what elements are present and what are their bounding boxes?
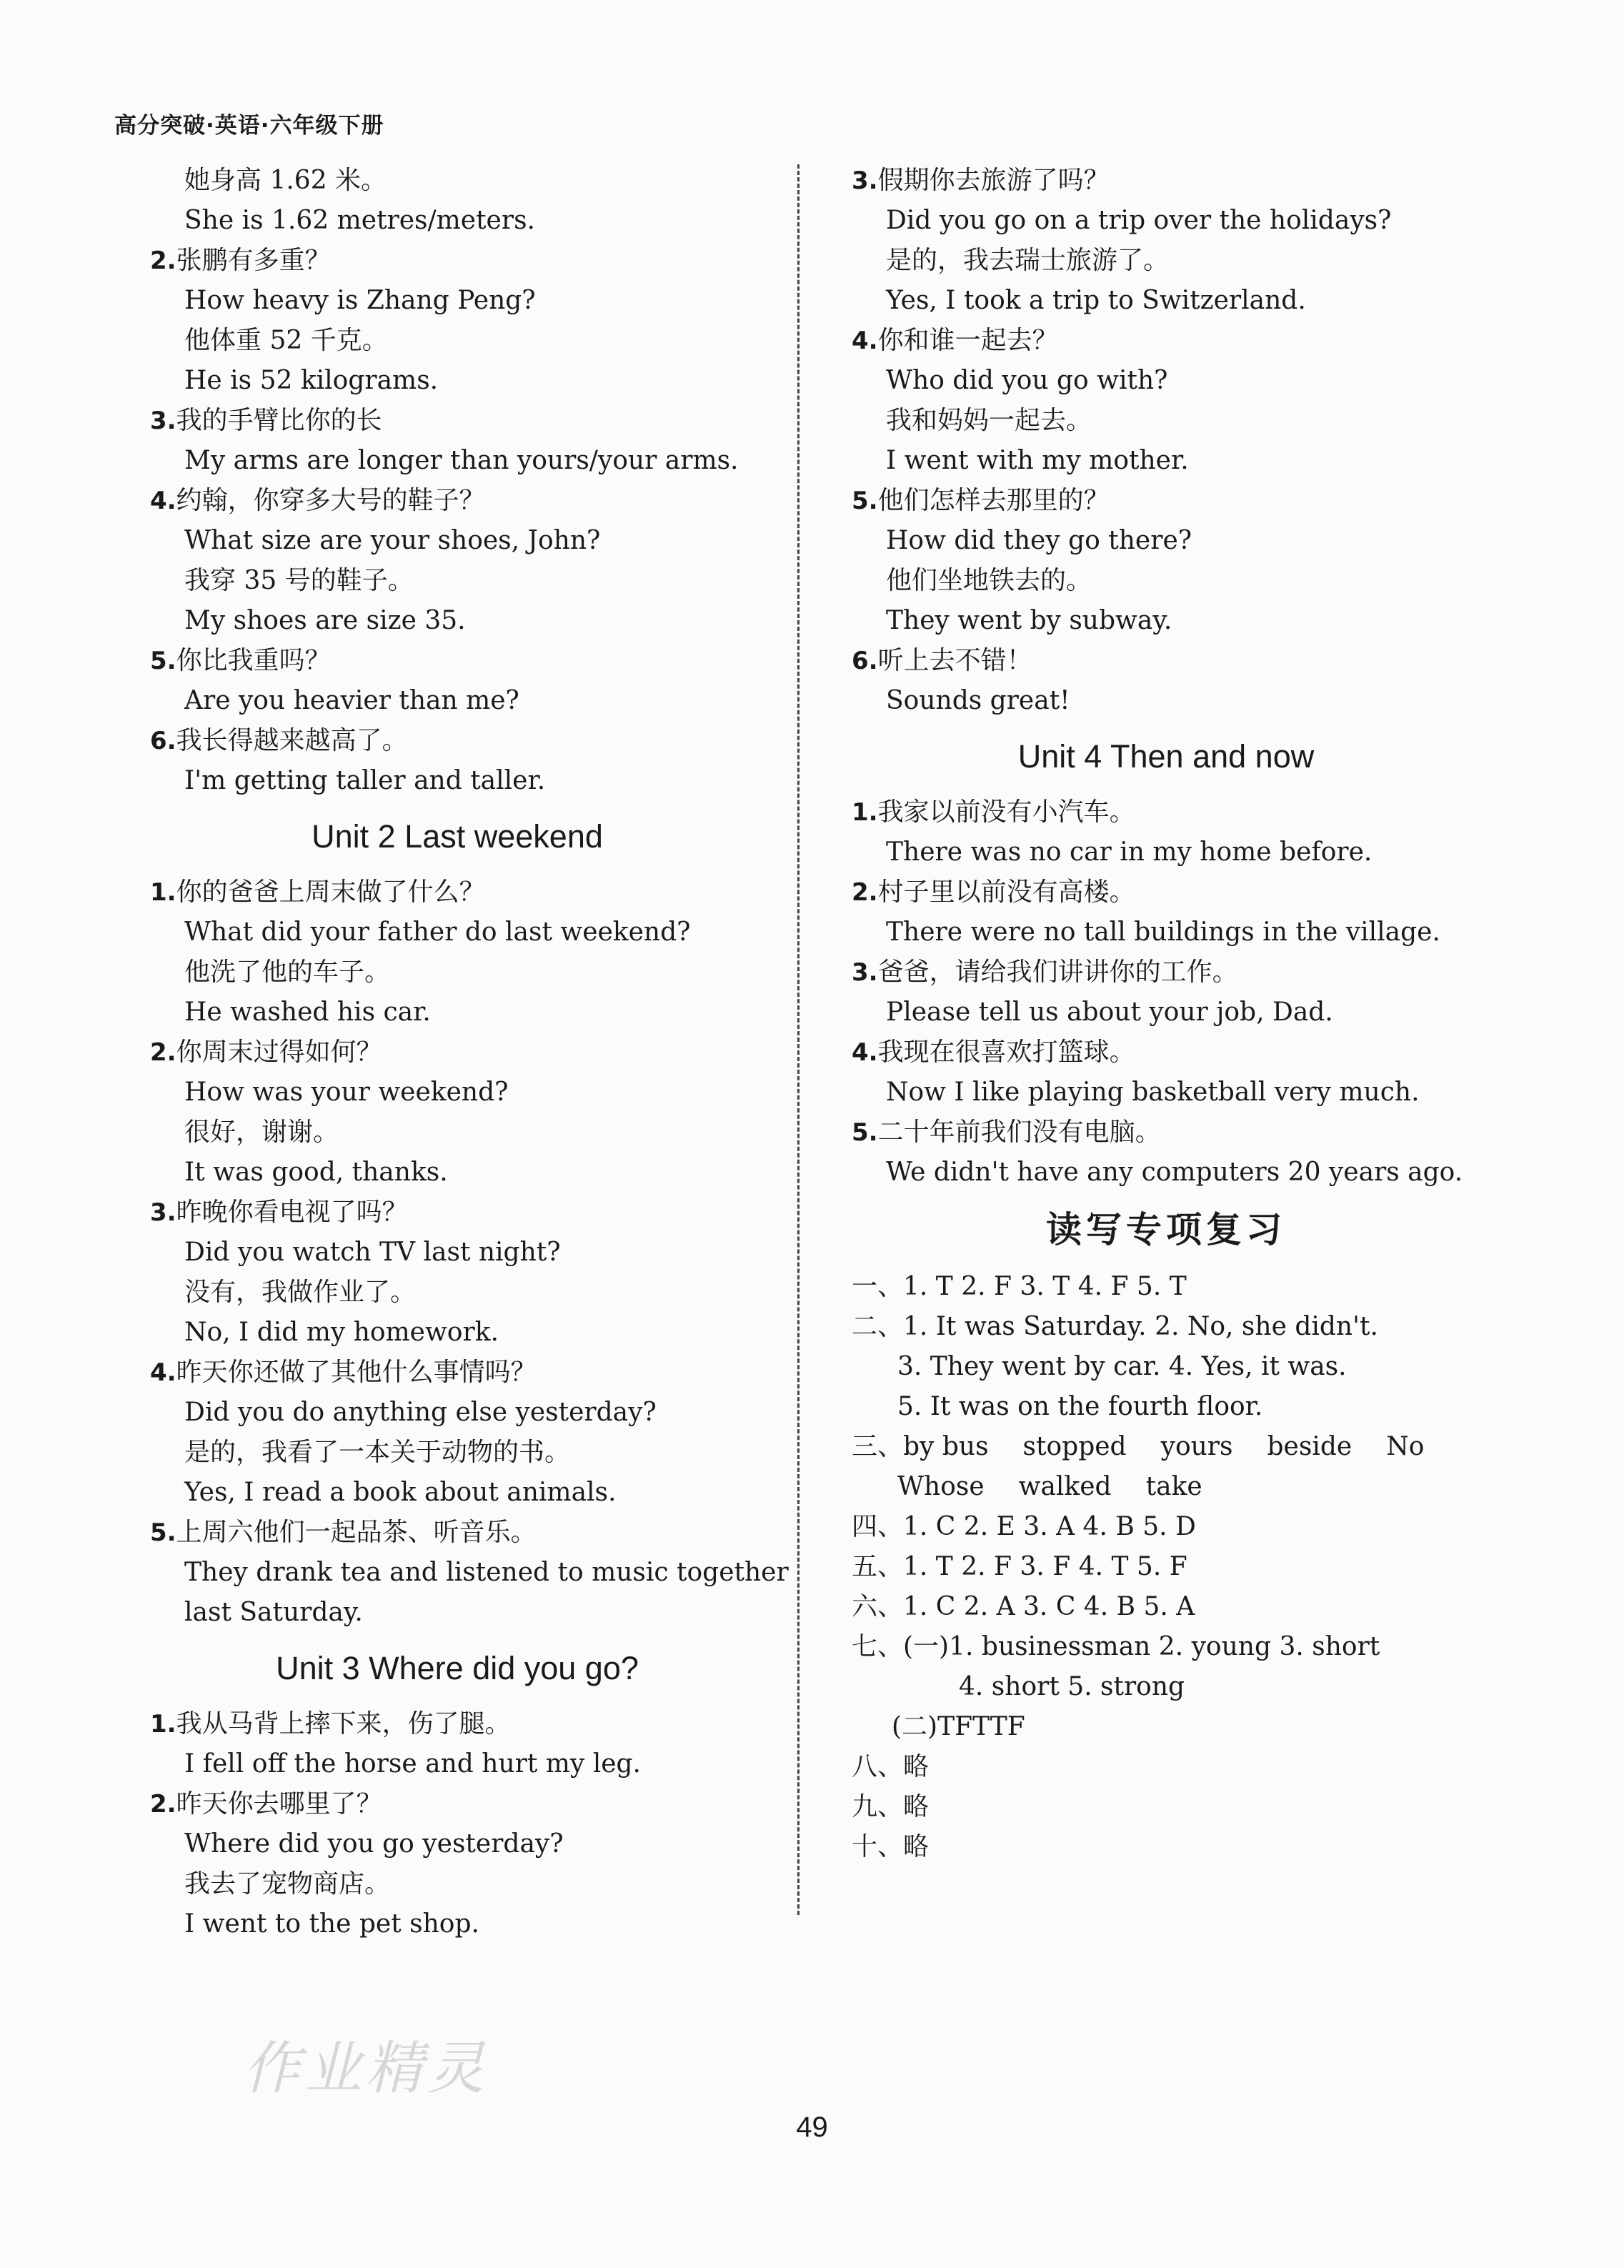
answer-line: 我穿 35 号的鞋子。 xyxy=(184,566,414,595)
answer-line: Are you heavier than me? xyxy=(184,686,519,715)
answer-line: They drank tea and listened to music together xyxy=(184,1558,789,1587)
answer-line: My shoes are size 35. xyxy=(184,606,466,635)
answer-line xyxy=(150,641,764,681)
item-number: 6. xyxy=(852,647,878,675)
answer-line: He is 52 kilograms. xyxy=(184,366,439,395)
answer-line: We didn't have any computers 20 years ago. xyxy=(886,1158,1463,1187)
answer-line: 是的，我去瑞士旅游了。 xyxy=(886,246,1170,275)
unit3-items-right xyxy=(852,161,1480,721)
answer-line: 没有，我做作业了。 xyxy=(184,1278,417,1307)
answer-line: Yes, I took a trip to Switzerland. xyxy=(886,286,1306,315)
answer-line: Sounds great! xyxy=(886,686,1070,715)
unit3-title: Unit 3 Where did you go? xyxy=(276,1650,639,1686)
answer-line: Did you do anything else yesterday? xyxy=(184,1398,657,1427)
item-text: 我长得越来越高了。 xyxy=(176,726,408,755)
answer-line: There were no tall buildings in the village. xyxy=(886,917,1440,947)
review-section-7: 七、(一)1. businessman 2. young 3. short xyxy=(852,1632,1380,1661)
answer-line xyxy=(852,161,1480,201)
unit4-title: Unit 4 Then and now xyxy=(1017,738,1315,775)
page-number: 49 xyxy=(796,2112,828,2143)
review-section-3: 三、by bus stopped yours beside No xyxy=(852,1432,1425,1461)
item-number: 4. xyxy=(852,327,878,355)
item-text: 二十年前我们没有电脑。 xyxy=(877,1118,1161,1147)
item-text: 我家以前没有小汽车。 xyxy=(877,797,1135,827)
unit4-items xyxy=(852,792,1480,1193)
item-text: 你和谁一起去？ xyxy=(877,326,1058,355)
answer-line: What did your father do last weekend? xyxy=(184,917,691,947)
watermark: 作业精灵 xyxy=(243,2035,489,2102)
item-text: 你的爸爸上周末做了什么？ xyxy=(176,877,485,907)
answer-line: 我和妈妈一起去。 xyxy=(886,406,1092,435)
answer-line xyxy=(852,641,1480,681)
answer-line xyxy=(150,401,764,441)
item-number: 2. xyxy=(150,1038,176,1067)
book-header: 高分突破·英语·六年级下册 xyxy=(114,113,384,139)
item-number: 5. xyxy=(150,1518,176,1547)
unit2-items xyxy=(150,872,789,1633)
answer-line xyxy=(150,1513,764,1553)
answer-line: No, I did my homework. xyxy=(184,1318,499,1347)
unit2-title: Unit 2 Last weekend xyxy=(312,818,603,855)
answer-line xyxy=(150,1193,764,1233)
review-section-7-line2: 4. short 5. strong xyxy=(959,1672,1185,1701)
item-text: 张鹏有多重？ xyxy=(176,246,331,275)
answer-line xyxy=(852,872,1480,912)
answer-line: Did you watch TV last night? xyxy=(184,1238,561,1267)
review-section-10: 十、略 xyxy=(852,1832,930,1861)
answer-line xyxy=(150,1033,764,1073)
answer-line: She is 1.62 metres/meters. xyxy=(184,206,535,235)
review-section-2: 二、1. It was Saturday. 2. No, she didn't. xyxy=(852,1312,1378,1341)
review-answers xyxy=(852,1267,1480,1867)
left-column xyxy=(150,161,789,1944)
review-section-4: 四、1. C 2. E 3. A 4. B 5. D xyxy=(852,1512,1196,1541)
review-title: 读写专项复习 xyxy=(1046,1209,1286,1250)
answer-line xyxy=(150,1353,764,1393)
answer-line: Yes, I read a book about animals. xyxy=(184,1478,617,1507)
answer-line xyxy=(150,872,764,912)
item-number: 2. xyxy=(852,878,878,907)
answer-line xyxy=(852,792,1480,832)
answer-line: He washed his car. xyxy=(184,998,431,1027)
column-divider xyxy=(797,164,799,1915)
answer-line xyxy=(852,481,1480,521)
answer-line: It was good, thanks. xyxy=(184,1158,448,1187)
item-text: 上周六他们一起品茶、听音乐。 xyxy=(176,1518,537,1547)
answer-line: I'm getting taller and taller. xyxy=(184,766,546,795)
item-number: 3. xyxy=(150,1198,176,1227)
item-text: 听上去不错！ xyxy=(877,646,1032,675)
answer-line xyxy=(150,1704,764,1744)
item-text: 村子里以前没有高楼。 xyxy=(877,877,1135,907)
review-section-6: 六、1. C 2. A 3. C 4. B 5. A xyxy=(852,1592,1195,1621)
answer-line: Where did you go yesterday? xyxy=(184,1829,564,1859)
answer-line xyxy=(150,481,764,521)
answer-line: last Saturday. xyxy=(184,1598,363,1627)
item-text: 昨天你还做了其他什么事情吗？ xyxy=(176,1358,537,1387)
item-number: 6. xyxy=(150,727,176,755)
item-text: 他们怎样去那里的？ xyxy=(877,486,1110,515)
answer-line: Who did you go with? xyxy=(886,366,1168,395)
answer-line: I went to the pet shop. xyxy=(184,1909,479,1939)
item-number: 5. xyxy=(150,647,176,675)
item-number: 5. xyxy=(852,1118,878,1147)
item-number: 1. xyxy=(150,878,176,907)
item-text: 我的手臂比你的长 xyxy=(176,406,382,435)
answer-line xyxy=(150,241,764,281)
answer-line: 很好，谢谢。 xyxy=(184,1118,339,1147)
answer-line: I fell off the horse and hurt my leg. xyxy=(184,1749,641,1779)
answer-line: My arms are longer than yours/your arms. xyxy=(184,446,739,475)
item-number: 2. xyxy=(150,1790,176,1819)
item-text: 你比我重吗？ xyxy=(176,646,331,675)
item-text: 约翰，你穿多大号的鞋子？ xyxy=(176,486,485,515)
answer-line: Did you go on a trip over the holidays? xyxy=(886,206,1392,235)
answer-line: 他们坐地铁去的。 xyxy=(886,566,1092,595)
item-number: 5. xyxy=(852,487,878,515)
review-section-3-line2: Whose walked take xyxy=(897,1472,1202,1501)
answer-line: Please tell us about your job, Dad. xyxy=(886,998,1333,1027)
answer-line: What size are your shoes, John? xyxy=(184,526,601,555)
answer-line: How was your weekend? xyxy=(184,1078,509,1107)
item-text: 你周末过得如何？ xyxy=(176,1038,382,1067)
item-text: 我现在很喜欢打篮球。 xyxy=(877,1038,1135,1067)
answer-line: Now I like playing basketball very much. xyxy=(886,1078,1420,1107)
review-section-9: 九、略 xyxy=(852,1792,930,1821)
answer-line xyxy=(852,1033,1480,1073)
item-text: 假期你去旅游了吗？ xyxy=(877,166,1110,195)
review-section-1: 一、1. T 2. F 3. T 4. F 5. T xyxy=(852,1272,1187,1301)
answer-line: I went with my mother. xyxy=(886,446,1189,475)
answer-line xyxy=(852,953,1480,993)
answer-line: 是的，我看了一本关于动物的书。 xyxy=(184,1438,571,1467)
item-number: 1. xyxy=(150,1710,176,1739)
answer-line: How did they go there? xyxy=(886,526,1192,555)
item-number: 2. xyxy=(150,247,176,275)
item-number: 4. xyxy=(852,1038,878,1067)
answer-line: 她身高 1.62 米。 xyxy=(184,166,387,195)
review-section-8: 八、略 xyxy=(852,1752,930,1781)
item-number: 1. xyxy=(852,798,878,827)
answer-line xyxy=(852,1113,1480,1153)
answer-line: 我去了宠物商店。 xyxy=(184,1869,391,1899)
review-section-5: 五、1. T 2. F 3. F 4. T 5. F xyxy=(852,1552,1187,1581)
answer-line: 他洗了他的车子。 xyxy=(184,958,391,987)
right-column xyxy=(852,161,1480,1867)
review-section-7-part2: (二)TFTTF xyxy=(892,1712,1025,1741)
review-section-2-line2: 3. They went by car. 4. Yes, it was. xyxy=(897,1352,1347,1381)
item-number: 4. xyxy=(150,487,176,515)
item-number: 3. xyxy=(852,958,878,987)
item-number: 4. xyxy=(150,1358,176,1387)
item-text: 爸爸，请给我们讲讲你的工作。 xyxy=(877,958,1238,987)
answer-line xyxy=(852,321,1480,361)
answer-line: They went by subway. xyxy=(886,606,1172,635)
answer-line xyxy=(150,1784,764,1824)
item-text: 昨晚你看电视了吗？ xyxy=(176,1198,408,1227)
answer-line: There was no car in my home before. xyxy=(886,837,1373,867)
answer-line: 他体重 52 千克。 xyxy=(184,326,388,355)
answer-line xyxy=(150,721,764,761)
review-section-2-line3: 5. It was on the fourth floor. xyxy=(897,1392,1263,1421)
unit3-items-left xyxy=(150,1704,764,1944)
unit1-items xyxy=(150,241,764,801)
answer-line: How heavy is Zhang Peng? xyxy=(184,286,536,315)
item-text: 昨天你去哪里了？ xyxy=(176,1789,382,1819)
item-number: 3. xyxy=(852,166,878,195)
item-text: 我从马背上摔下来，伤了腿。 xyxy=(176,1709,511,1739)
item-number: 3. xyxy=(150,407,176,435)
